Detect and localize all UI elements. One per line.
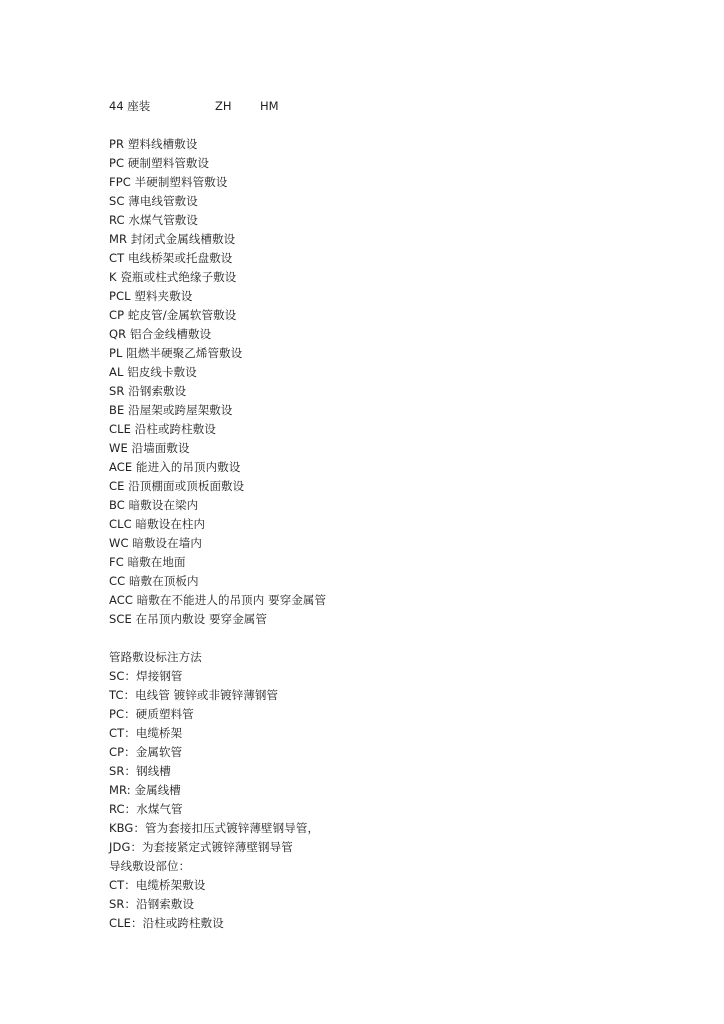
text-line: RC 水煤气管敷设 bbox=[109, 213, 199, 227]
text-line: MR 封闭式金属线槽敷设 bbox=[109, 232, 236, 246]
text-line: CT：电缆桥架敷设 bbox=[109, 878, 206, 892]
text-line: KBG：管为套接扣压式镀锌薄壁钢导管， bbox=[109, 821, 320, 835]
text-line: TC：电线管 镀锌或非镀锌薄钢管 bbox=[109, 688, 279, 702]
laying-method-list bbox=[109, 135, 669, 629]
text-line: CLC 暗敷设在柱内 bbox=[109, 517, 206, 531]
header-hm: HM bbox=[260, 99, 279, 113]
text-line: PC：硬质塑料管 bbox=[109, 707, 194, 721]
text-line: PCL 塑料夹敷设 bbox=[109, 289, 193, 303]
text-line: BE 沿屋架或跨屋架敷设 bbox=[109, 403, 233, 417]
text-line: SR：沿钢索敷设 bbox=[109, 897, 195, 911]
text-line: CP 蛇皮管/金属软管敷设 bbox=[109, 308, 237, 322]
text-line: FC 暗敷在地面 bbox=[109, 555, 186, 569]
spacer bbox=[109, 629, 669, 648]
text-line: ACE 能进入的吊顶内敷设 bbox=[109, 460, 241, 474]
text-line: WE 沿墙面敷设 bbox=[109, 441, 190, 455]
text-line: BC 暗敷设在梁内 bbox=[109, 498, 199, 512]
text-line: FPC 半硬制塑料管敷设 bbox=[109, 175, 228, 189]
text-line: CT 电线桥架或托盘敷设 bbox=[109, 251, 233, 265]
text-line: SC 薄电线管敷设 bbox=[109, 194, 198, 208]
text-line: PL 阻燃半硬聚乙烯管敷设 bbox=[109, 346, 243, 360]
text-line: CP：金属软管 bbox=[109, 745, 183, 759]
text-line: SCE 在吊顶内敷设 要穿金属管 bbox=[109, 612, 268, 626]
spacer bbox=[109, 116, 669, 135]
text-line: WC 暗敷设在墙内 bbox=[109, 536, 202, 550]
text-line: PR 塑料线槽敷设 bbox=[109, 137, 198, 151]
text-line: CE 沿顶棚面或顶板面敷设 bbox=[109, 479, 245, 493]
text-line: 管路敷设标注方法 bbox=[109, 650, 202, 664]
text-line: QR 铝合金线槽敷设 bbox=[109, 327, 212, 341]
header-line bbox=[109, 97, 669, 116]
text-line: SR 沿钢索敷设 bbox=[109, 384, 187, 398]
text-line: AL 铝皮线卡敷设 bbox=[109, 365, 197, 379]
text-line: 导线敷设部位： bbox=[109, 859, 191, 873]
text-line: CC 暗敷在顶板内 bbox=[109, 574, 199, 588]
text-line: K 瓷瓶或柱式绝缘子敷设 bbox=[109, 270, 237, 284]
document-page bbox=[109, 97, 669, 933]
text-line: CT：电缆桥架 bbox=[109, 726, 183, 740]
text-line: SC：焊接钢管 bbox=[109, 669, 183, 683]
text-line: RC：水煤气管 bbox=[109, 802, 183, 816]
text-line: MR: 金属线槽 bbox=[109, 783, 181, 797]
conduit-notation-list bbox=[109, 648, 669, 933]
text-line: CLE 沿柱或跨柱敷设 bbox=[109, 422, 216, 436]
text-line: PC 硬制塑料管敷设 bbox=[109, 156, 210, 170]
text-line: ACC 暗敷在不能进人的吊顶内 要穿金属管 bbox=[109, 593, 327, 607]
header-zh: ZH bbox=[215, 99, 232, 113]
header-code: 44 座装 bbox=[109, 99, 151, 113]
text-line: SR：钢线槽 bbox=[109, 764, 171, 778]
text-line: CLE：沿柱或跨柱敷设 bbox=[109, 916, 224, 930]
text-line: JDG：为套接紧定式镀锌薄壁钢导管 bbox=[109, 840, 293, 854]
